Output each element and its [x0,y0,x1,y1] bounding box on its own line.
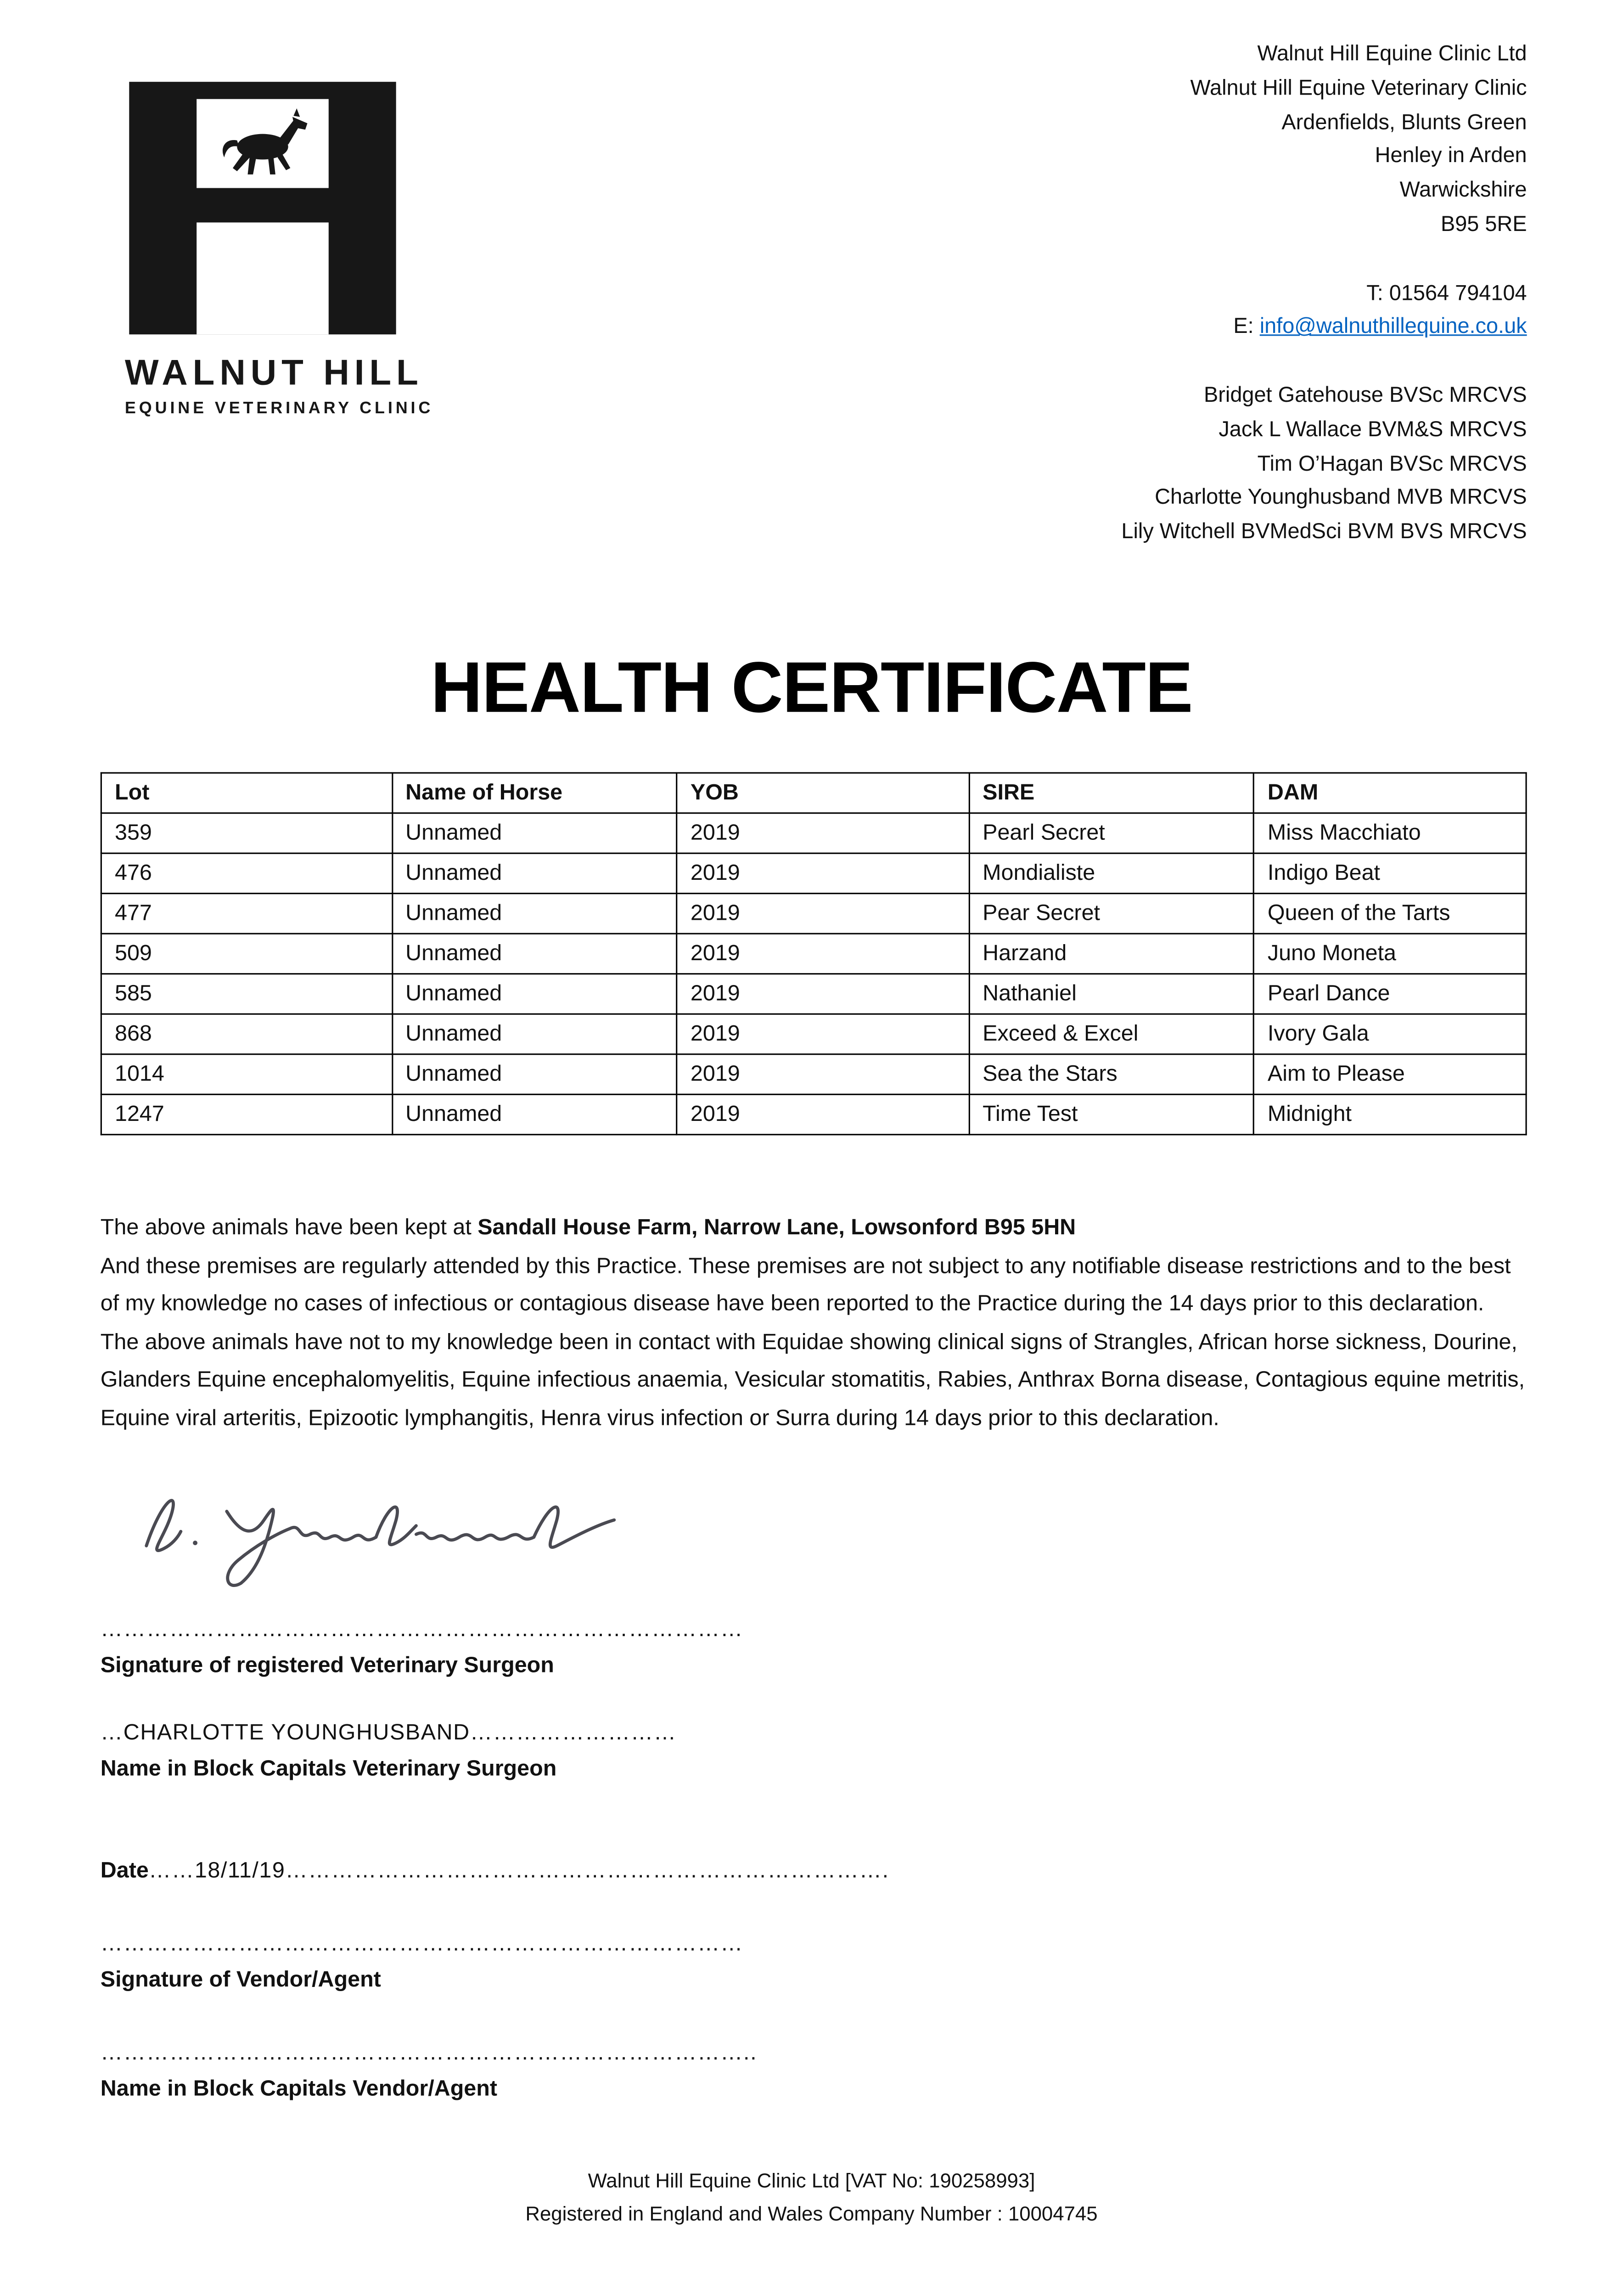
vet-name-line: Jack L Wallace BVM&S MRCVS [1219,417,1527,442]
kept-at-prefix: The above animals have been kept at [100,1216,478,1240]
table-cell: 476 [101,853,392,894]
vendor-name-label: Name in Block Capitals Vendor/Agent [100,2076,497,2101]
table-row [101,853,1526,894]
table-cell: Harzand [969,934,1254,974]
table-row [101,974,1526,1014]
header [0,0,1623,574]
address-lines [1121,37,1527,242]
table-header-cell: SIRE [969,773,1254,813]
table-cell: Unnamed [392,1014,677,1054]
table-header-cell: Lot [101,773,392,813]
logo-subtitle: EQUINE VETERINARY CLINIC [124,400,434,418]
table-row [101,1054,1526,1095]
table-cell: 2019 [677,974,969,1014]
table-cell: Unnamed [392,813,677,854]
horse-silhouette-icon [207,106,319,181]
table-cell: 1014 [101,1054,392,1095]
table-cell: Unnamed [392,934,677,974]
table-cell: Unnamed [392,974,677,1014]
vet-name-line: Charlotte Younghusband MVB MRCVS [1155,485,1527,510]
email-prefix: E: [1233,315,1260,339]
address-line: Walnut Hill Equine Veterinary Clinic [1190,76,1527,101]
horse-h-logo-icon [129,82,396,334]
address-line: B95 5RE [1440,212,1527,237]
table-row [101,894,1526,934]
table-cell: 868 [101,1014,392,1054]
footer [0,2164,1623,2230]
table-cell: 2019 [677,1014,969,1054]
clinic-address-block [1121,37,1527,550]
table-cell: 2019 [677,934,969,974]
table-cell: Pear Secret [969,894,1254,934]
horse-table [101,772,1527,1136]
table-cell: 2019 [677,1094,969,1135]
date-line [101,1852,1528,1888]
table-body [101,813,1526,1135]
table-cell: 1247 [101,1094,392,1135]
vet-name-line: Bridget Gatehouse BVSc MRCVS [1204,383,1527,408]
vet-name-line: Lily Witchell BVMedSci BVM BVS MRCVS [1121,519,1527,545]
signing-section [101,1611,1528,2106]
date-label: Date [100,1858,149,1883]
table-cell: 2019 [677,813,969,854]
table-row [101,934,1526,974]
kept-at-address: Sandall House Farm, Narrow Lane, Lowsonford B95 5HN [477,1216,1076,1240]
table-cell: Midnight [1254,1094,1526,1135]
address-line: Ardenfields, Blunts Green [1281,110,1527,135]
declaration-para1: And these premises are regularly attended by this Practice. These premises are not subject to any notifiable disease restrictions and to the best of my knowledge no cases of infectious or contagious disease have been reported to the Practice during the 14 days prior to this declaration. [100,1254,1511,1317]
table-cell: 585 [101,974,392,1014]
table-cell: Sea the Stars [969,1054,1254,1095]
vendor-signature-line: ………………………………………………………………………… [100,1931,744,1956]
vet-name-label: Name in Block Capitals Veterinary Surgeon [100,1756,557,1781]
table-row [101,813,1526,854]
table-cell: Pearl Dance [1254,974,1526,1014]
vet-names [1121,379,1527,550]
spacer [1121,242,1527,276]
table-cell: Unnamed [392,853,677,894]
table-header-cell: DAM [1254,773,1526,813]
table-cell: Unnamed [392,1094,677,1135]
address-line: Walnut Hill Equine Clinic Ltd [1257,41,1527,66]
table-cell: 2019 [677,894,969,934]
vet-handwritten-signature [121,1462,1623,1606]
table-cell: Indigo Beat [1254,853,1526,894]
table-cell: Miss Macchiato [1254,813,1526,854]
vet-name-line: Tim O’Hagan BVSc MRCVS [1257,451,1527,476]
declaration-text [101,1210,1528,1439]
date-value: ……18/11/19……………………………………………………………………. [148,1858,889,1883]
logo-notch [197,222,329,334]
table-header-cell: Name of Horse [392,773,677,813]
clinic-logo [124,82,434,418]
table-cell: 509 [101,934,392,974]
vendor-signature-label: Signature of Vendor/Agent [100,1967,381,1992]
vet-signature-line: ………………………………………………………………………… [100,1617,744,1642]
table-cell: Queen of the Tarts [1254,894,1526,934]
table-cell: 359 [101,813,392,854]
table-cell: Ivory Gala [1254,1014,1526,1054]
vendor-name-line: ………………………………………………………………………….. [100,2040,758,2065]
declaration-para2: The above animals have not to my knowledge been in contact with Equidae showing clinical signs of Strangles, African horse sickness, Dourine, Glanders Equine encephalomyelitis, Equine infectious anaemia, Vesicular stomatitis, Rabies, Anthrax Borna disease, Contagious equine metritis, Equine viral arteritis, Epizootic lymphangitis, Henra virus infection or Surra during 14 days prior to this declaration. [100,1330,1525,1431]
table-cell: Unnamed [392,894,677,934]
vet-signature-label: Signature of registered Veterinary Surgeon [100,1653,554,1677]
table-cell: 2019 [677,853,969,894]
table-header-cell: YOB [677,773,969,813]
footer-company-line: Registered in England and Wales Company Number : 10004745 [525,2201,1098,2224]
table-cell: Nathaniel [969,974,1254,1014]
table-header-row [101,773,1526,813]
clinic-phone: T: 01564 794104 [1366,281,1527,305]
spacer [1121,345,1527,379]
table-cell: 477 [101,894,392,934]
table-cell: Juno Moneta [1254,934,1526,974]
table-cell: Exceed & Excel [969,1014,1254,1054]
clinic-email-link[interactable]: info@walnuthillequine.co.uk [1259,315,1527,339]
address-line: Warwickshire [1399,178,1527,203]
table-cell: Mondialiste [969,853,1254,894]
table-cell: Aim to Please [1254,1054,1526,1095]
logo-horse-window [197,99,329,188]
page-title: HEALTH CERTIFICATE [431,647,1193,728]
vet-name-line: …CHARLOTTE YOUNGHUSBAND……………………… [100,1720,677,1745]
table-cell: Pearl Secret [969,813,1254,854]
footer-vat-line: Walnut Hill Equine Clinic Ltd [VAT No: 190258993] [588,2168,1035,2191]
clinic-email-line [1121,310,1527,344]
table-cell: 2019 [677,1054,969,1095]
table-row [101,1094,1526,1135]
table-cell: Unnamed [392,1054,677,1095]
address-line: Henley in Arden [1375,144,1527,169]
table-row [101,1014,1526,1054]
table-cell: Time Test [969,1094,1254,1135]
logo-name: WALNUT HILL [124,353,423,394]
